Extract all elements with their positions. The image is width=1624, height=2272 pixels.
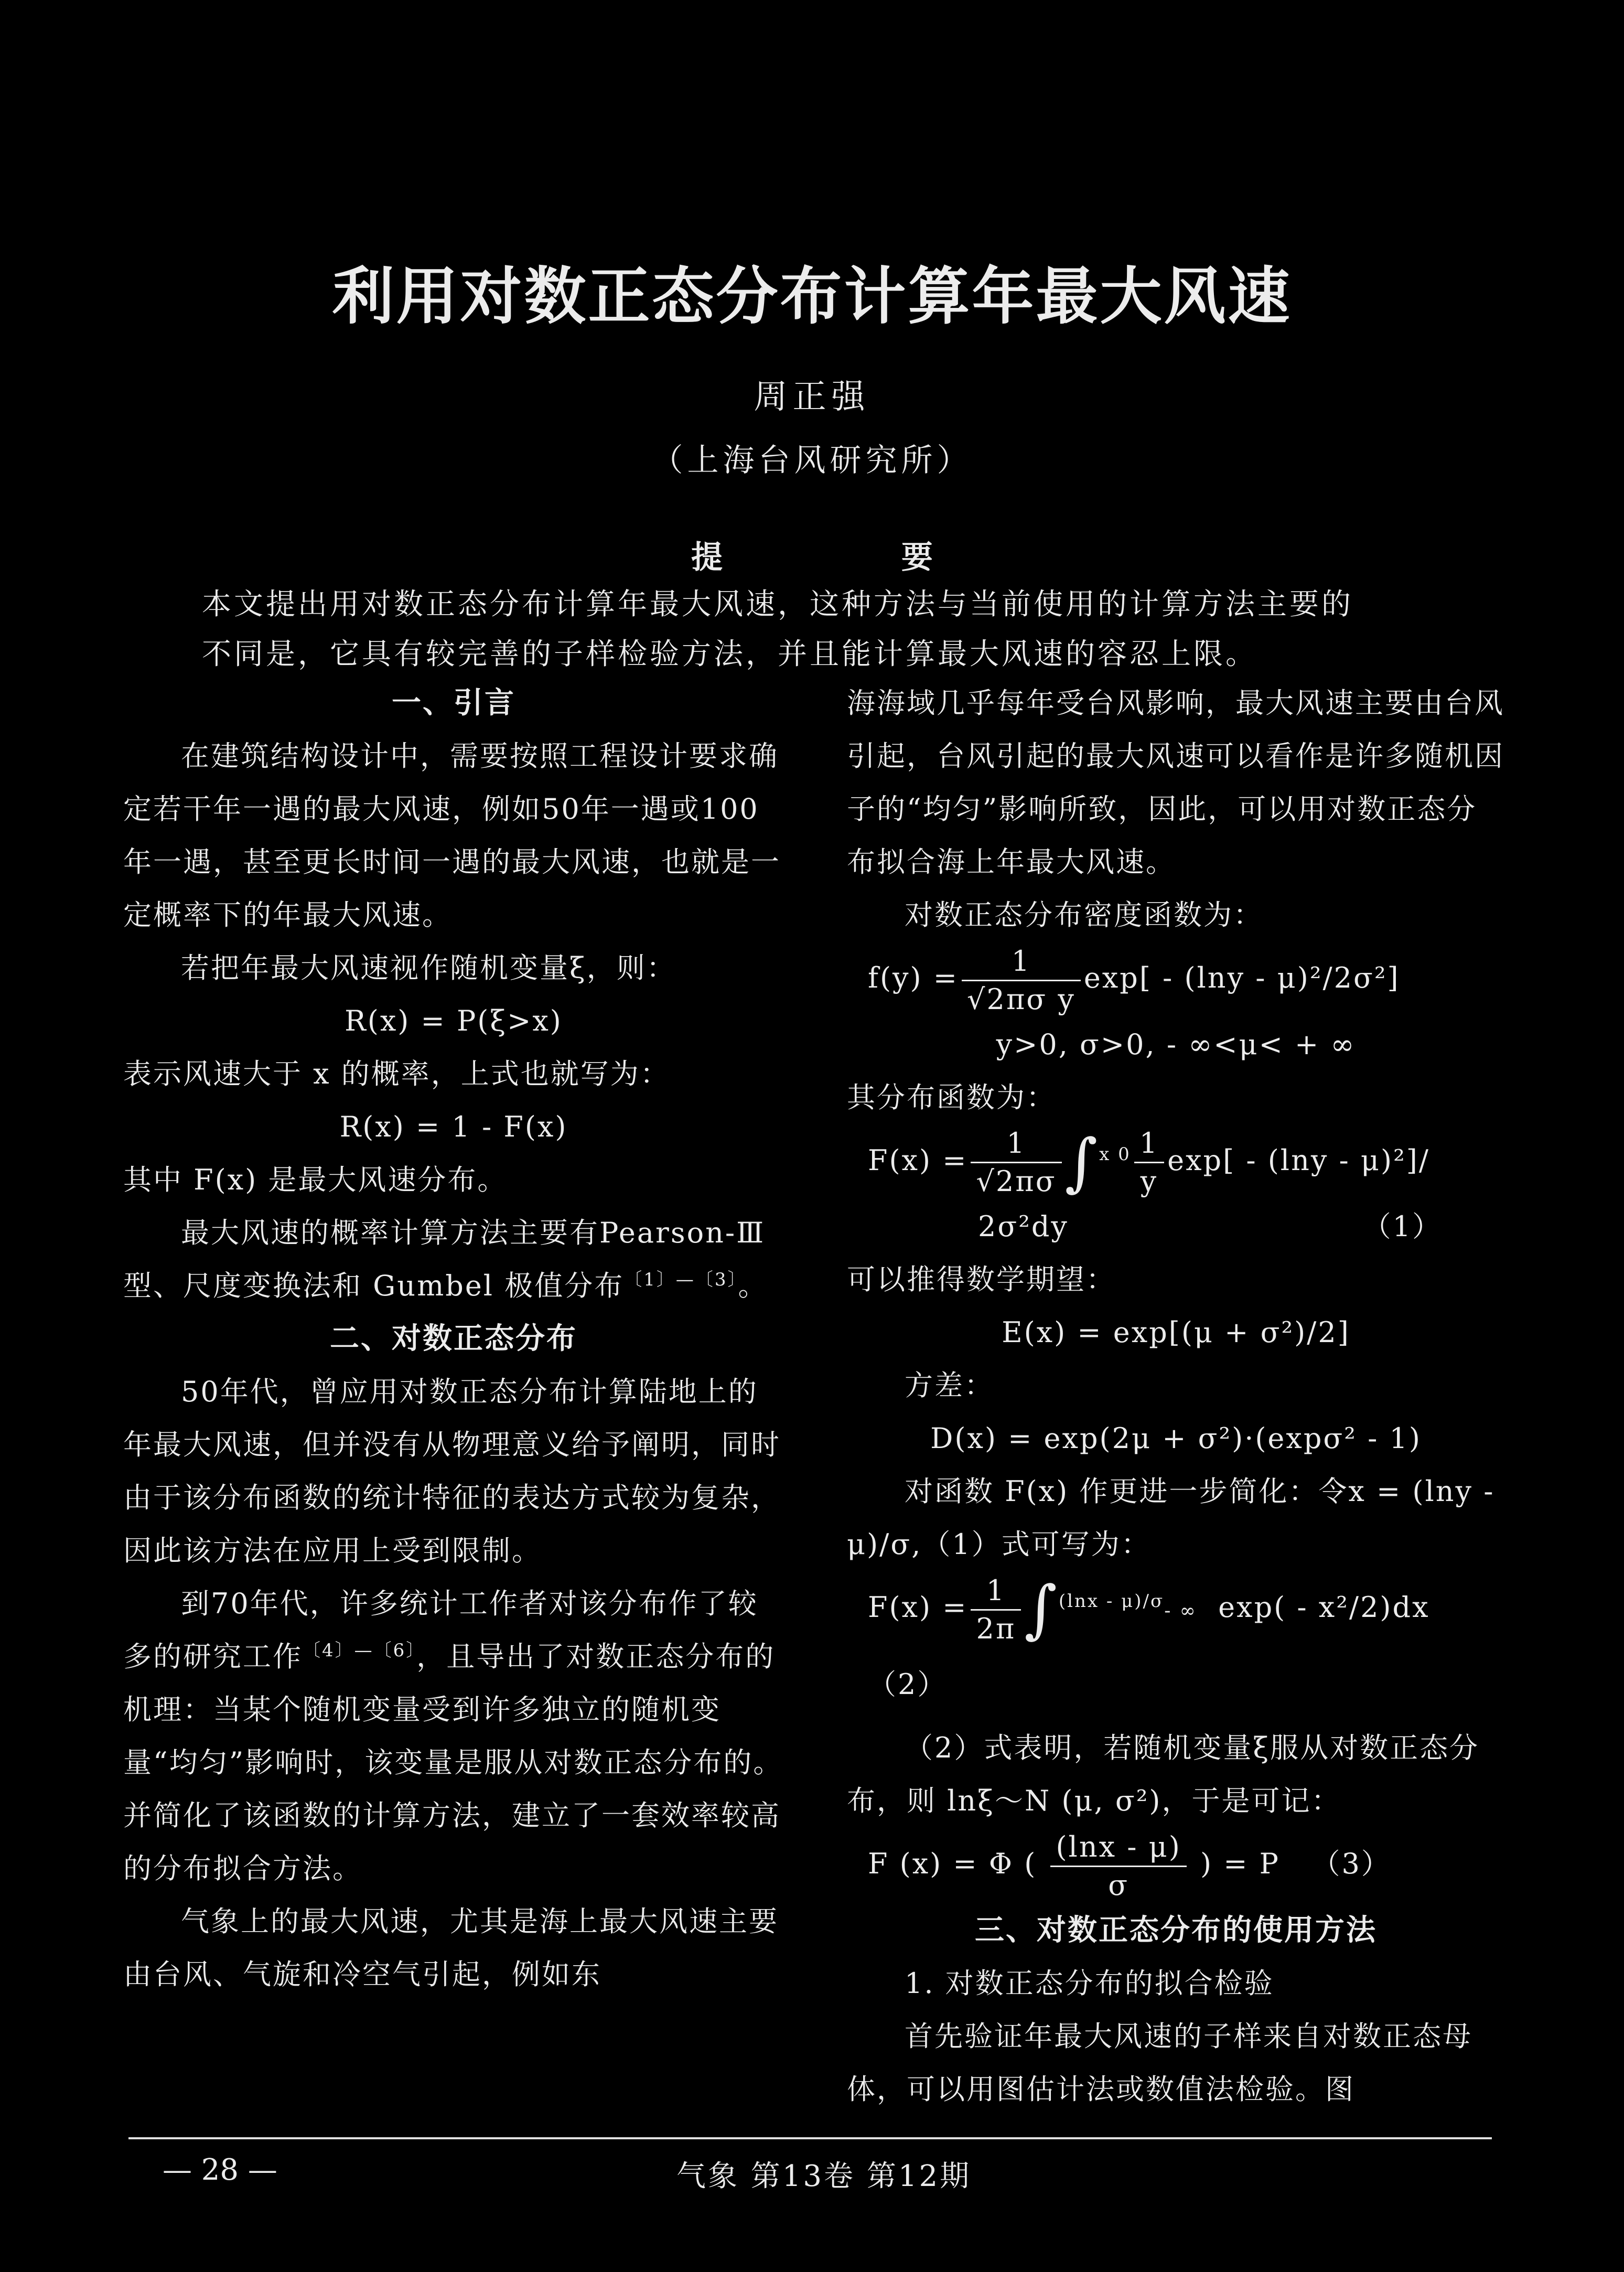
equation-number: （1） [1362,1210,1442,1243]
eq-lhs: F (x) = Φ [868,1847,1014,1880]
paragraph: 在建筑结构设计中，需要按照工程设计要求确定若干年一遇的最大风速，例如50年一遇或100年一遇，甚至更长时间一遇的最大风速，也就是一定概率下的年最大风速。 [123,740,781,931]
eq-fraction [962,943,1081,1018]
paragraph: 海海域几乎每年受台风影响，最大风速主要由台风引起，台风引起的最大风速可以看作是许多随机因子的“均匀”影响所致，因此，可以用对数正态分布拟合海上年最大风速。 [847,687,1504,878]
abstract-heading: 提 要 [691,539,1017,576]
abstract-line-2: 不同是，它具有较完善的子样检验方法，并且能计算最大风速的容忍上限。 [202,637,1257,671]
integral-sign: ∫ [1064,1126,1100,1199]
eq-denominator: 2π [976,1612,1016,1645]
section-3-heading: 三、对数正态分布的使用方法 [975,1913,1377,1947]
eq-fraction [971,1125,1061,1200]
equation-3: F (x) = Φ ( $\frac{(\ln x - \mu)}{\sigma}$ ) = P （3） [847,1827,1505,1904]
equation-density [847,941,1505,1018]
paragraph: 可以推得数学期望： [847,1263,1116,1296]
eq-fraction [971,1572,1021,1647]
paragraph: （2）式表明，若随机变量ξ服从对数正态分布，则 lnξ～N (μ, σ²)，于是可记： [847,1731,1480,1817]
equation-1 [847,1124,1505,1201]
equation-expectation: E(x) = exp[(μ + σ²)/2] [1002,1316,1350,1349]
equation-R2: R(x) = 1 - F(x) [339,1110,568,1143]
right-column [847,677,1505,2116]
equation-1-continued [847,1200,1505,1253]
abstract-line-1: 本文提出用对数正态分布计算年最大风速，这种方法与当前使用的计算方法主要的 [202,587,1353,621]
eq-rhs: exp( - x²/2)dx [1218,1591,1430,1624]
paragraph-text: 。 [738,1269,768,1302]
equation-number: （2） [868,1668,948,1701]
eq-numerator: 1 [962,943,1081,981]
paragraph: 若把年最大风速视作随机变量ξ，则： [181,951,676,984]
integral-sign: ∫ [1024,1573,1059,1646]
eq-numerator: (lnx - μ) [1050,1829,1186,1867]
paragraph: 首先验证年最大风速的子样来自对数正态母体，可以用图估计法或数值法检验。图 [847,2019,1472,2106]
section-2-heading: 二、对数正态分布 [330,1322,577,1356]
paragraph [123,1206,784,1312]
eq-numerator: 1 [971,1572,1021,1611]
integral-lower-limit: - ∞ [1164,1600,1197,1622]
journal-info: 气象 第13卷 第12期 [676,2159,972,2193]
eq-lhs: F(x) = [868,1143,968,1177]
eq-fraction [1050,1829,1186,1904]
eq-rhs: exp[ - (lny - μ)²]/ [1167,1143,1431,1177]
eq-lhs: F(x) = [868,1591,968,1624]
equation-2 [847,1571,1505,1721]
paragraph: 其中 F(x) 是最大风速分布。 [123,1163,508,1196]
subsection-heading: 1. 对数正态分布的拟合检验 [905,1966,1274,2000]
equation-variance: D(x) = exp(2μ + σ²)·(expσ² - 1) [930,1422,1422,1455]
paragraph-text: ，且导出了对数正态分布的机理：当某个随机变量受到许多独立的随机变量“均匀”影响时，该变量是服从对数正态分布的。并简化了该函数的计算方法，建立了一套效率较高的分布拟合方法。 [123,1640,783,1885]
integral-upper-limit: (lnx - μ)/σ [1058,1591,1165,1612]
eq-lhs: f(y) = [868,961,959,994]
author-name: 周正强 [754,378,870,416]
paragraph [123,1577,784,1895]
paragraph: 气象上的最大风速，尤其是海上最大风速主要由台风、气旋和冷空气引起，例如东 [123,1905,779,1991]
citation-ref: 〔4〕—〔6〕 [303,1640,417,1661]
affiliation: （上海台风研究所） [651,442,973,479]
eq-continuation: 2σ²dy [978,1210,1069,1243]
section-1-heading: 一、引言 [392,686,515,720]
citation-ref: 〔1〕—〔3〕 [624,1269,738,1290]
abstract-text [202,580,1439,679]
paragraph: 50年代，曾应用对数正态分布计算陆地上的年最大风速，但并没有从物理意义给予阐明，同时由于该分布函数的统计特征的表达方式较为复杂，因此该方法在应用上受到限制。 [123,1375,781,1567]
paper-title: 利用对数正态分布计算年最大风速 [332,260,1292,333]
eq-numerator: 1 [1134,1125,1164,1163]
eq-rhs: exp[ - (lny - μ)²/2σ²] [1083,961,1400,994]
paragraph-text: 到70年代，许多统计工作者对该分布作了较多的研究工作 [123,1587,758,1673]
eq-numerator: 1 [971,1125,1061,1163]
left-column [123,677,784,2001]
integral-limits: x 0 [1099,1143,1131,1165]
paragraph-text: 最大风速的概率计算方法主要有Pearson-Ⅲ型、尺度变换法和 Gumbel 极值分布 [123,1216,766,1302]
equation-R1: R(x) = P(ξ>x) [345,1004,563,1037]
eq-denominator: √2πσ y [967,982,1076,1016]
eq-denominator: σ [1108,1868,1130,1902]
paragraph: 方差： [905,1369,994,1402]
eq-fraction [1134,1125,1164,1200]
eq-denominator: √2πσ [976,1165,1057,1198]
equation-number: （3） [1311,1847,1391,1880]
equation-conditions: y>0, σ>0, - ∞<μ< + ∞ [996,1027,1356,1061]
paragraph: 对函数 F(x) 作更进一步简化：令x = (lny - μ)/σ,（1）式可写为： [847,1475,1495,1561]
paragraph: 表示风速大于 x 的概率，上式也就写为： [123,1057,670,1090]
footer-rule [128,2137,1492,2139]
eq-rhs: = P [1223,1847,1280,1880]
paragraph: 对数正态分布密度函数为： [905,898,1263,931]
page-number: — 28 — [163,2153,277,2187]
paragraph: 其分布函数为： [847,1080,1056,1114]
eq-denominator: y [1140,1165,1158,1198]
